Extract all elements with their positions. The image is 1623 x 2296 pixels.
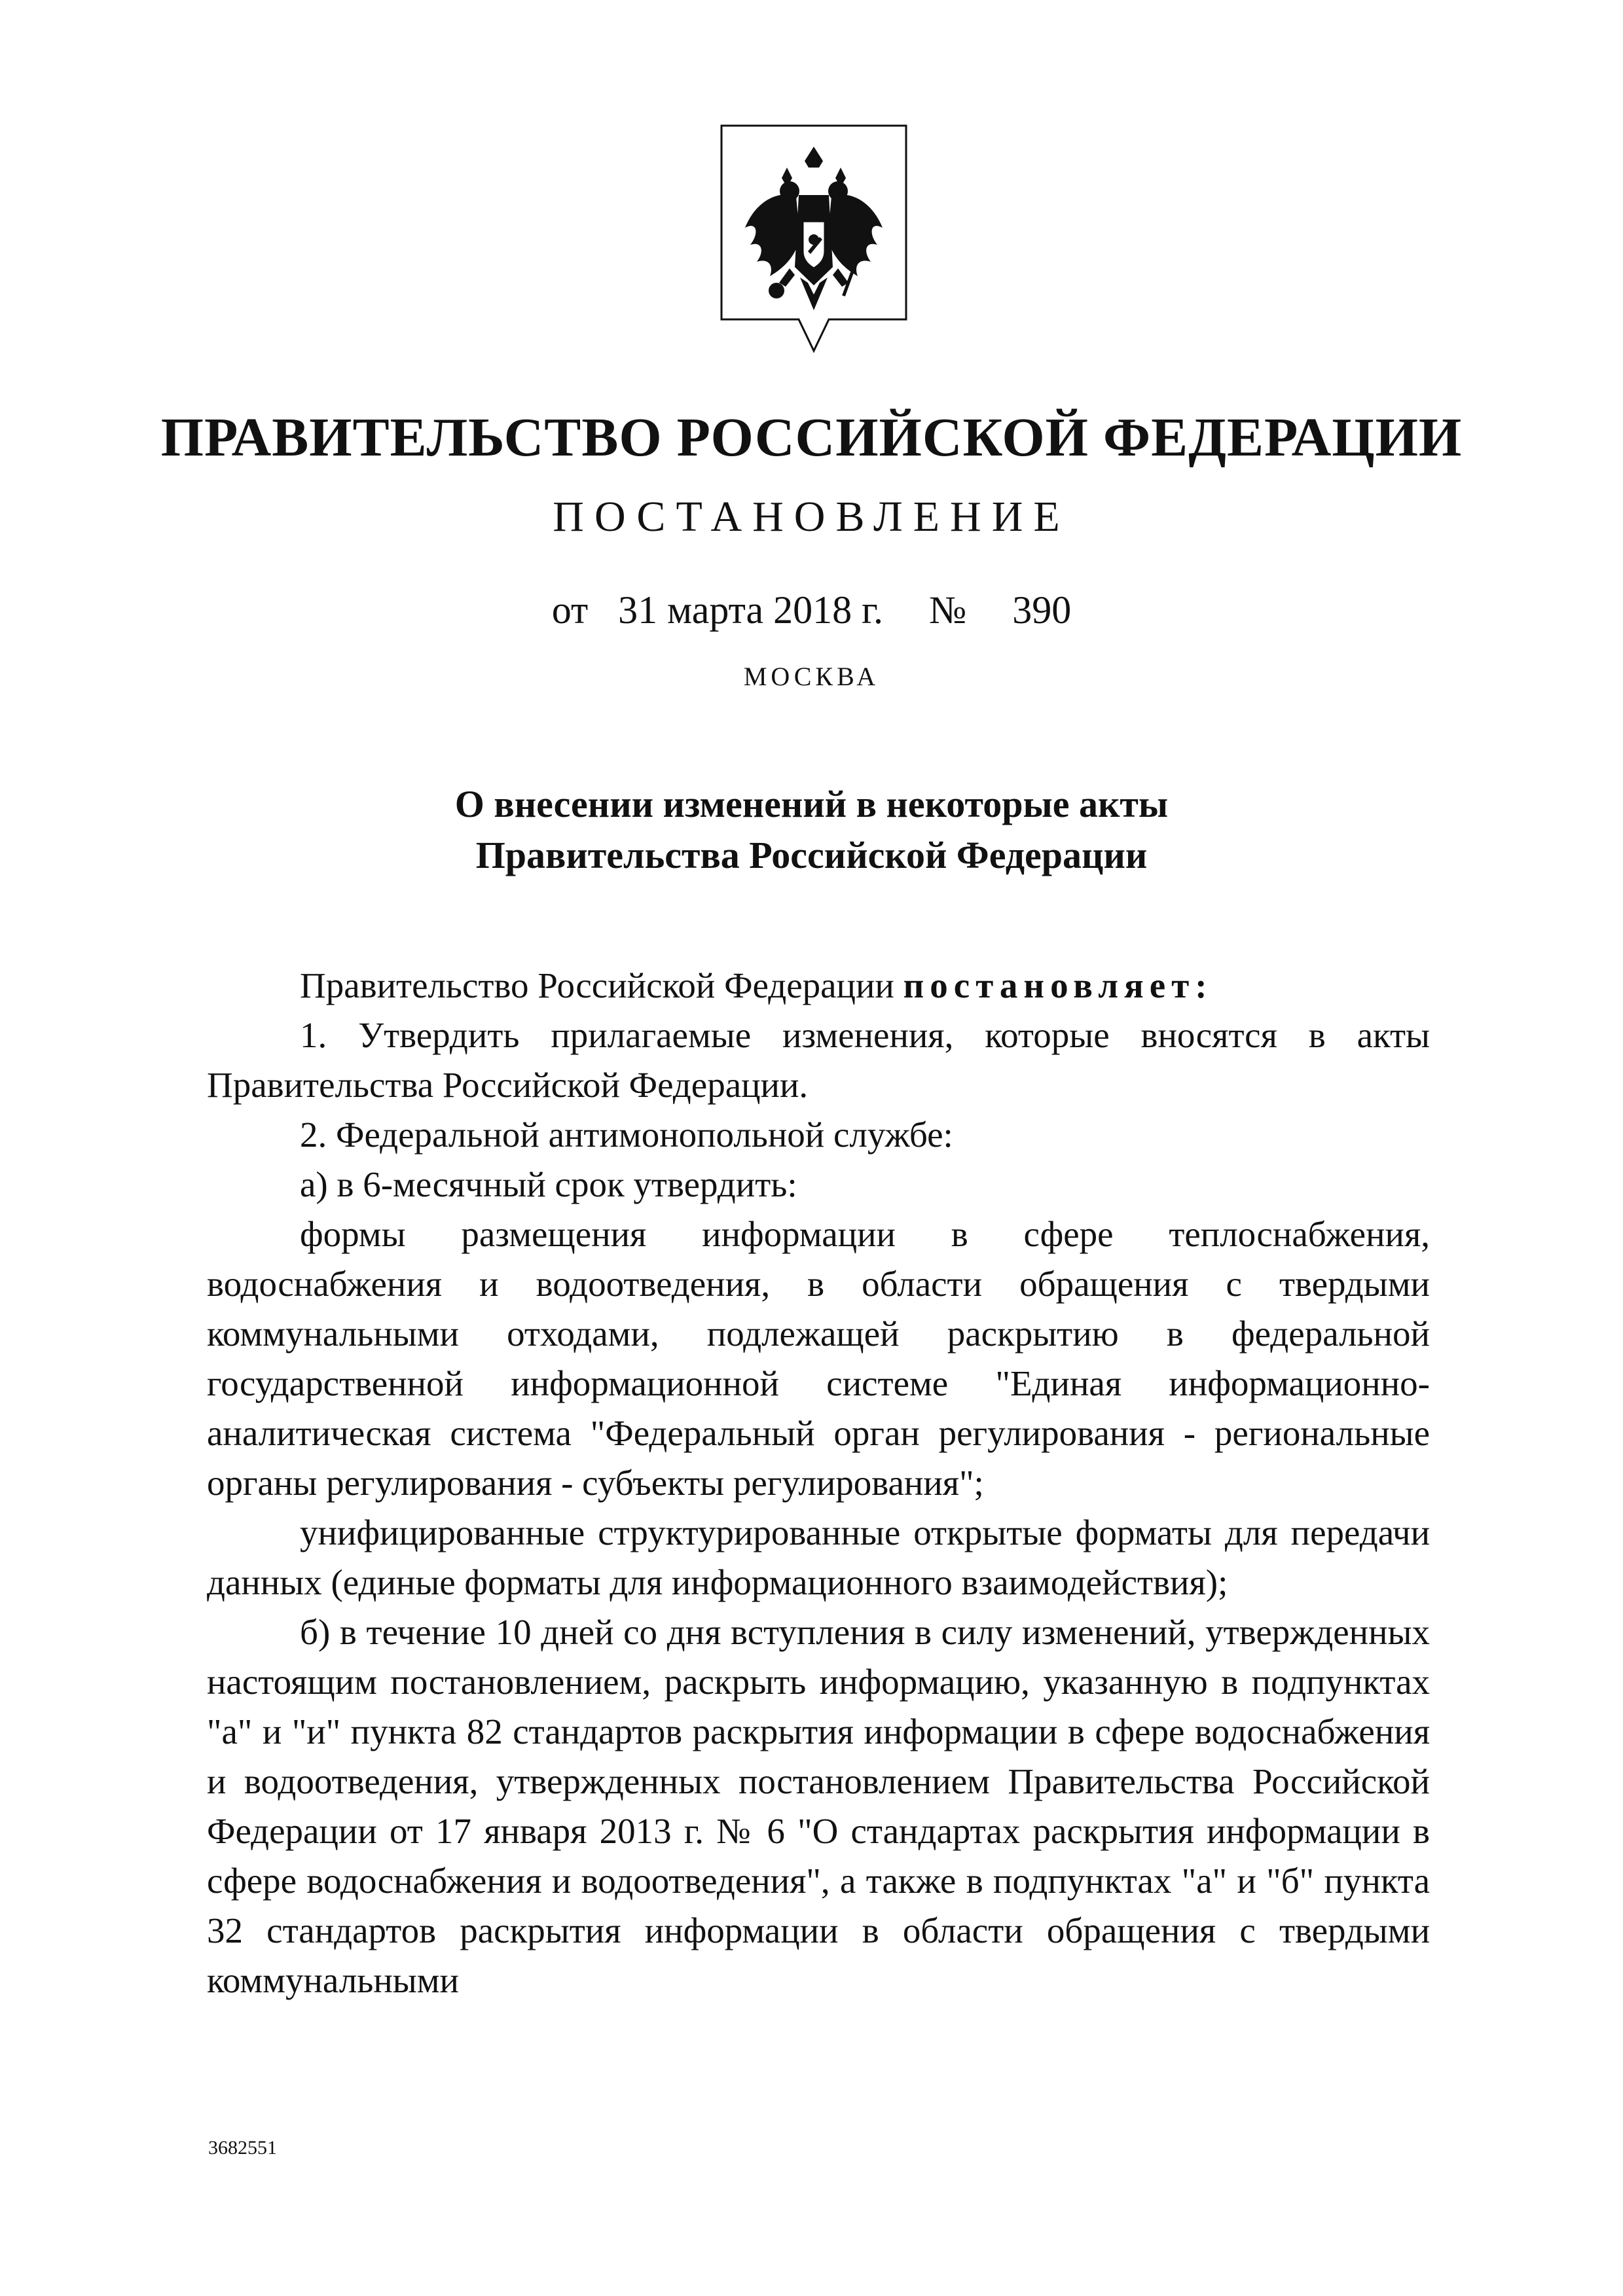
document-number: 390	[1012, 588, 1072, 632]
document-date-line	[0, 588, 1623, 633]
preamble-lead: Правительство Российской Федерации	[300, 965, 903, 1005]
decree-keyword: постановляет:	[903, 965, 1213, 1005]
document-subject	[0, 779, 1623, 881]
decree-preamble	[207, 961, 1430, 1011]
subject-line-2: Правительства Российской Федерации	[475, 834, 1148, 876]
barcode-number: 3682551	[208, 2137, 277, 2159]
paragraph-1: 1. Утвердить прилагаемые изменения, которые вносятся в акты Правительства Российской Федерации.	[207, 1015, 1430, 1105]
subject-line-1: О внесении изменений в некоторые акты	[454, 783, 1169, 825]
document-date: 31 марта 2018 г.	[618, 588, 883, 632]
coat-of-arms-emblem	[719, 123, 909, 353]
document-city: МОСКВА	[743, 662, 880, 691]
paragraph-2: 2. Федеральной антимонопольной службе:	[300, 1115, 953, 1155]
paragraph-formats: унифицированные структурированные открытые форматы для передачи данных (единые форматы для информационного взаимодействия);	[207, 1513, 1430, 1602]
date-prefix: от	[551, 588, 589, 632]
document-body	[207, 961, 1430, 2005]
paragraph-2b: б) в течение 10 дней со дня вступления в силу изменений, утвержденных настоящим постановлением, раскрыть информацию, указанную в подпунктах "а" и "и" пункта 82 стандартов раскрытия информации в сфере водоснабжения и водоотведения, утвержденных постановлением Правительства Российской Федерации от 17 января 2013 г. № 6 "О стандартах раскрытия информации в сфере водоснабжения и водоотведения", а также в подпунктах "а" и "б" пункта 32 стандартов раскрытия информации в области обращения с твердыми коммунальными	[207, 1612, 1430, 2000]
document-type: ПОСТАНОВЛЕНИЕ	[553, 493, 1070, 541]
number-sign: №	[929, 588, 967, 632]
government-title: ПРАВИТЕЛЬСТВО РОССИЙСКОЙ ФЕДЕРАЦИИ	[160, 407, 1463, 468]
russian-coat-of-arms-icon	[719, 123, 909, 353]
paragraph-2a: а) в 6-месячный срок утвердить:	[300, 1164, 797, 1204]
paragraph-forms: формы размещения информации в сфере теплоснабжения, водоснабжения и водоотведения, в области обращения с твердыми коммунальными отходами, подлежащей раскрытию в федеральной государственной информационной системе "Единая информационно-аналитическая система "Федеральный орган регулирования - региональные органы регулирования - субъекты регулирования";	[207, 1214, 1430, 1503]
